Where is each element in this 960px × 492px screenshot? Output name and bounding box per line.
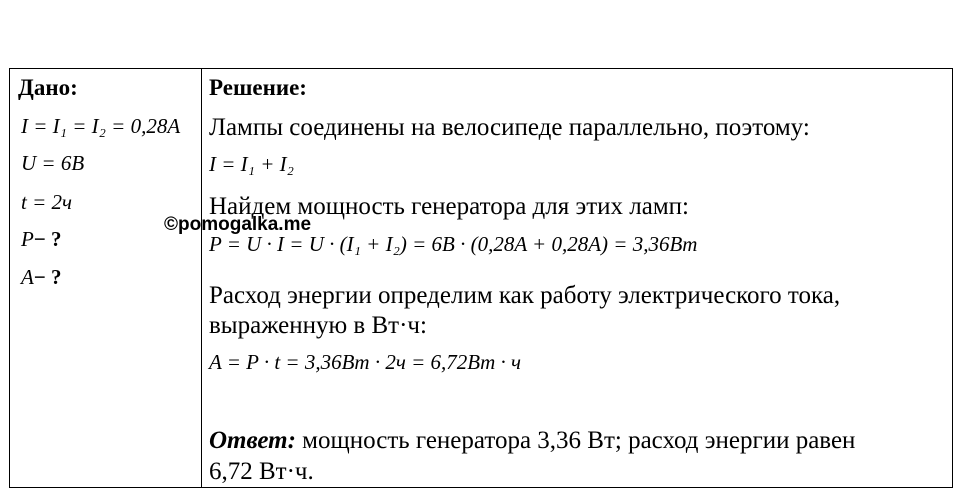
solution-table: [9, 68, 953, 488]
equation-energy: A = P · t = 3,36Bm · 2ч = 6,72Bm · ч: [209, 350, 522, 374]
answer-text: мощность генератора 3,36 Вт; расход энергии равен: [295, 427, 856, 454]
solution-text-energy-line2: выраженную в Вт·ч:: [209, 312, 427, 339]
answer-line1: [209, 427, 855, 455]
answer-line2: 6,72 Вт·ч.: [209, 458, 314, 485]
given-work-unknown: [21, 265, 62, 290]
solution-column: [203, 69, 952, 487]
solution-title: Решение:: [209, 75, 307, 100]
unknown-mark: − ?: [33, 265, 62, 289]
column-divider: [201, 69, 202, 487]
solution-text-power: Найдем мощность генератора для этих ламп:: [209, 193, 689, 220]
answer-label: Ответ:: [209, 427, 296, 454]
given-title: Дано:: [18, 75, 78, 100]
given-column: [10, 69, 201, 487]
given-power-symbol: P: [21, 227, 34, 251]
solution-text-parallel: Лампы соединены на велосипеде параллельно, поэтому:: [209, 114, 810, 141]
unknown-mark: − ?: [33, 227, 62, 251]
given-work-symbol: A: [21, 265, 34, 289]
watermark: ©pomogalka.me: [164, 214, 312, 235]
equation-current-sum: I = I₁ + I₂: [209, 152, 294, 176]
equation-power: P = U · I = U · (I₁ + I₂) = 6B · (0,28A + 0,28A) = 3,36Bm: [209, 232, 698, 256]
solution-text-energy-line1: Расход энергии определим как работу электрического тока,: [209, 282, 841, 309]
given-current: I = I₁ = I₂ = 0,28A: [21, 114, 181, 138]
given-power-unknown: [21, 227, 62, 252]
given-voltage: U = 6B: [21, 151, 85, 175]
given-time: t = 2ч: [21, 190, 73, 214]
